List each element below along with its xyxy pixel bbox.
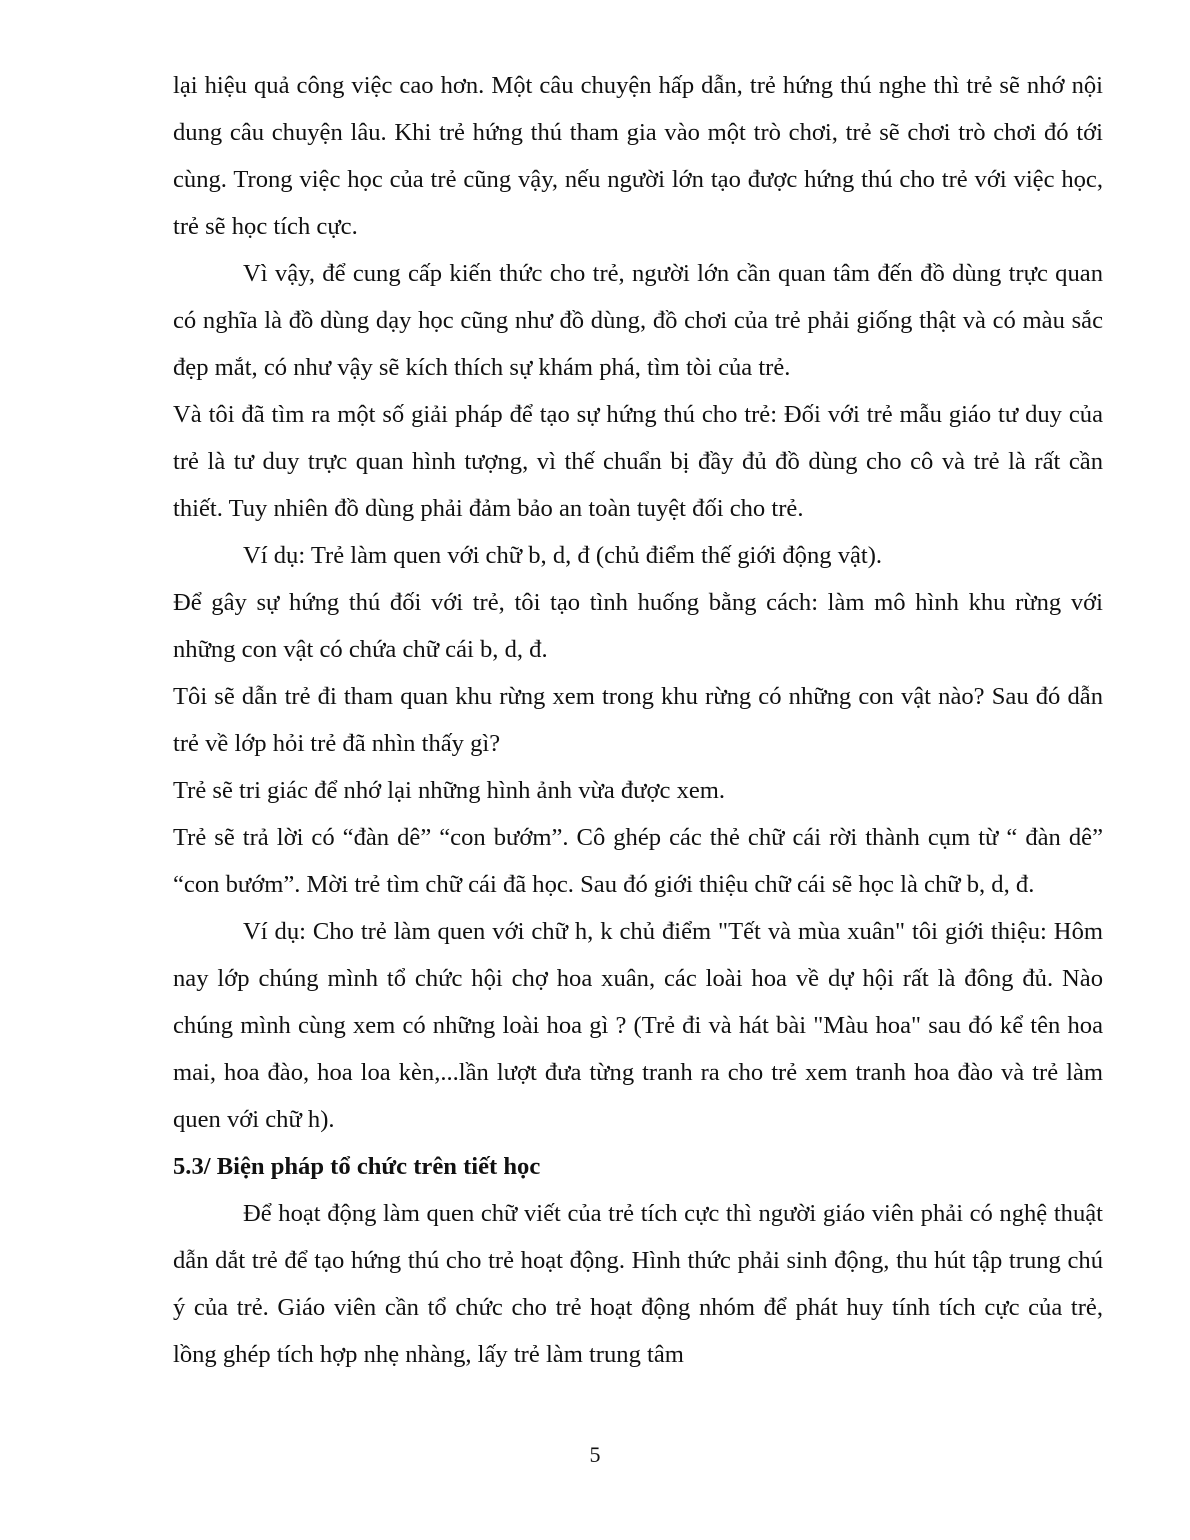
paragraph-1: lại hiệu quả công việc cao hơn. Một câu chuyện hấp dẫn, trẻ hứng thú nghe thì trẻ sẽ nhớ nội dung câu chuyện lâu. Khi trẻ hứng thú tham gia vào một trò chơi, trẻ sẽ chơi trò chơi đó tới cùng. Trong việc học của trẻ cũng vậy, nếu người lớn tạo được hứng thú cho trẻ với việc học, trẻ sẽ học tích cực. xyxy=(173,72,1103,240)
paragraph-10: Để hoạt động làm quen chữ viết của trẻ tích cực thì người giáo viên phải có nghệ thuật dẫn dắt trẻ để tạo hứng thú cho trẻ hoạt động. Hình thức phải sinh động, thu hút tập trung chú ý của trẻ. Giáo viên cần tổ chức cho trẻ hoạt động nhóm để phát huy tính tích cực của trẻ, lồng ghép tích hợp nhẹ nhàng, lấy trẻ làm trung tâm xyxy=(173,1200,1103,1368)
paragraph-9: Ví dụ: Cho trẻ làm quen với chữ h, k chủ điểm "Tết và mùa xuân" tôi giới thiệu: Hôm nay lớp chúng mình tổ chức hội chợ hoa xuân, các loài hoa về dự hội rất là đông đủ. Nào chúng mình cùng xem có những loài hoa gì ? (Trẻ đi và hát bài "Màu hoa" sau đó kể tên hoa mai, hoa đào, hoa loa kèn,...lần lượt đưa từng tranh ra cho trẻ xem tranh hoa đào và trẻ làm quen với chữ h). xyxy=(173,918,1103,1133)
paragraph-7: Trẻ sẽ tri giác để nhớ lại những hình ảnh vừa được xem. xyxy=(173,777,726,804)
page-number: 5 xyxy=(589,1442,601,1467)
paragraph-2: Vì vậy, để cung cấp kiến thức cho trẻ, người lớn cần quan tâm đến đồ dùng trực quan có nghĩa là đồ dùng dạy học cũng như đồ dùng, đồ chơi của trẻ phải giống thật và có màu sắc đẹp mắt, có như vậy sẽ kích thích sự khám phá, tìm tòi của trẻ. xyxy=(173,260,1103,381)
page-body xyxy=(173,62,1103,1378)
paragraph-3: Và tôi đã tìm ra một số giải pháp để tạo sự hứng thú cho trẻ: Đối với trẻ mẫu giáo tư duy của trẻ là tư duy trực quan hình tượng, vì thế chuẩn bị đầy đủ đồ dùng cho cô và trẻ là rất cần thiết. Tuy nhiên đồ dùng phải đảm bảo an toàn tuyệt đối cho trẻ. xyxy=(173,401,1103,522)
paragraph-6: Tôi sẽ dẫn trẻ đi tham quan khu rừng xem trong khu rừng có những con vật nào? Sau đó dẫn trẻ về lớp hỏi trẻ đã nhìn thấy gì? xyxy=(173,683,1103,757)
paragraph-4: Ví dụ: Trẻ làm quen với chữ b, d, đ (chủ điểm thế giới động vật). xyxy=(243,542,883,569)
paragraph-5: Để gây sự hứng thú đối với trẻ, tôi tạo tình huống bằng cách: làm mô hình khu rừng với những con vật có chứa chữ cái b, d, đ. xyxy=(173,589,1103,663)
section-heading: 5.3/ Biện pháp tổ chức trên tiết học xyxy=(173,1153,541,1180)
paragraph-8: Trẻ sẽ trả lời có “đàn dê” “con bướm”. Cô ghép các thẻ chữ cái rời thành cụm từ “ đàn dê” “con bướm”. Mời trẻ tìm chữ cái đã học. Sau đó giới thiệu chữ cái sẽ học là chữ b, d, đ. xyxy=(173,824,1103,898)
